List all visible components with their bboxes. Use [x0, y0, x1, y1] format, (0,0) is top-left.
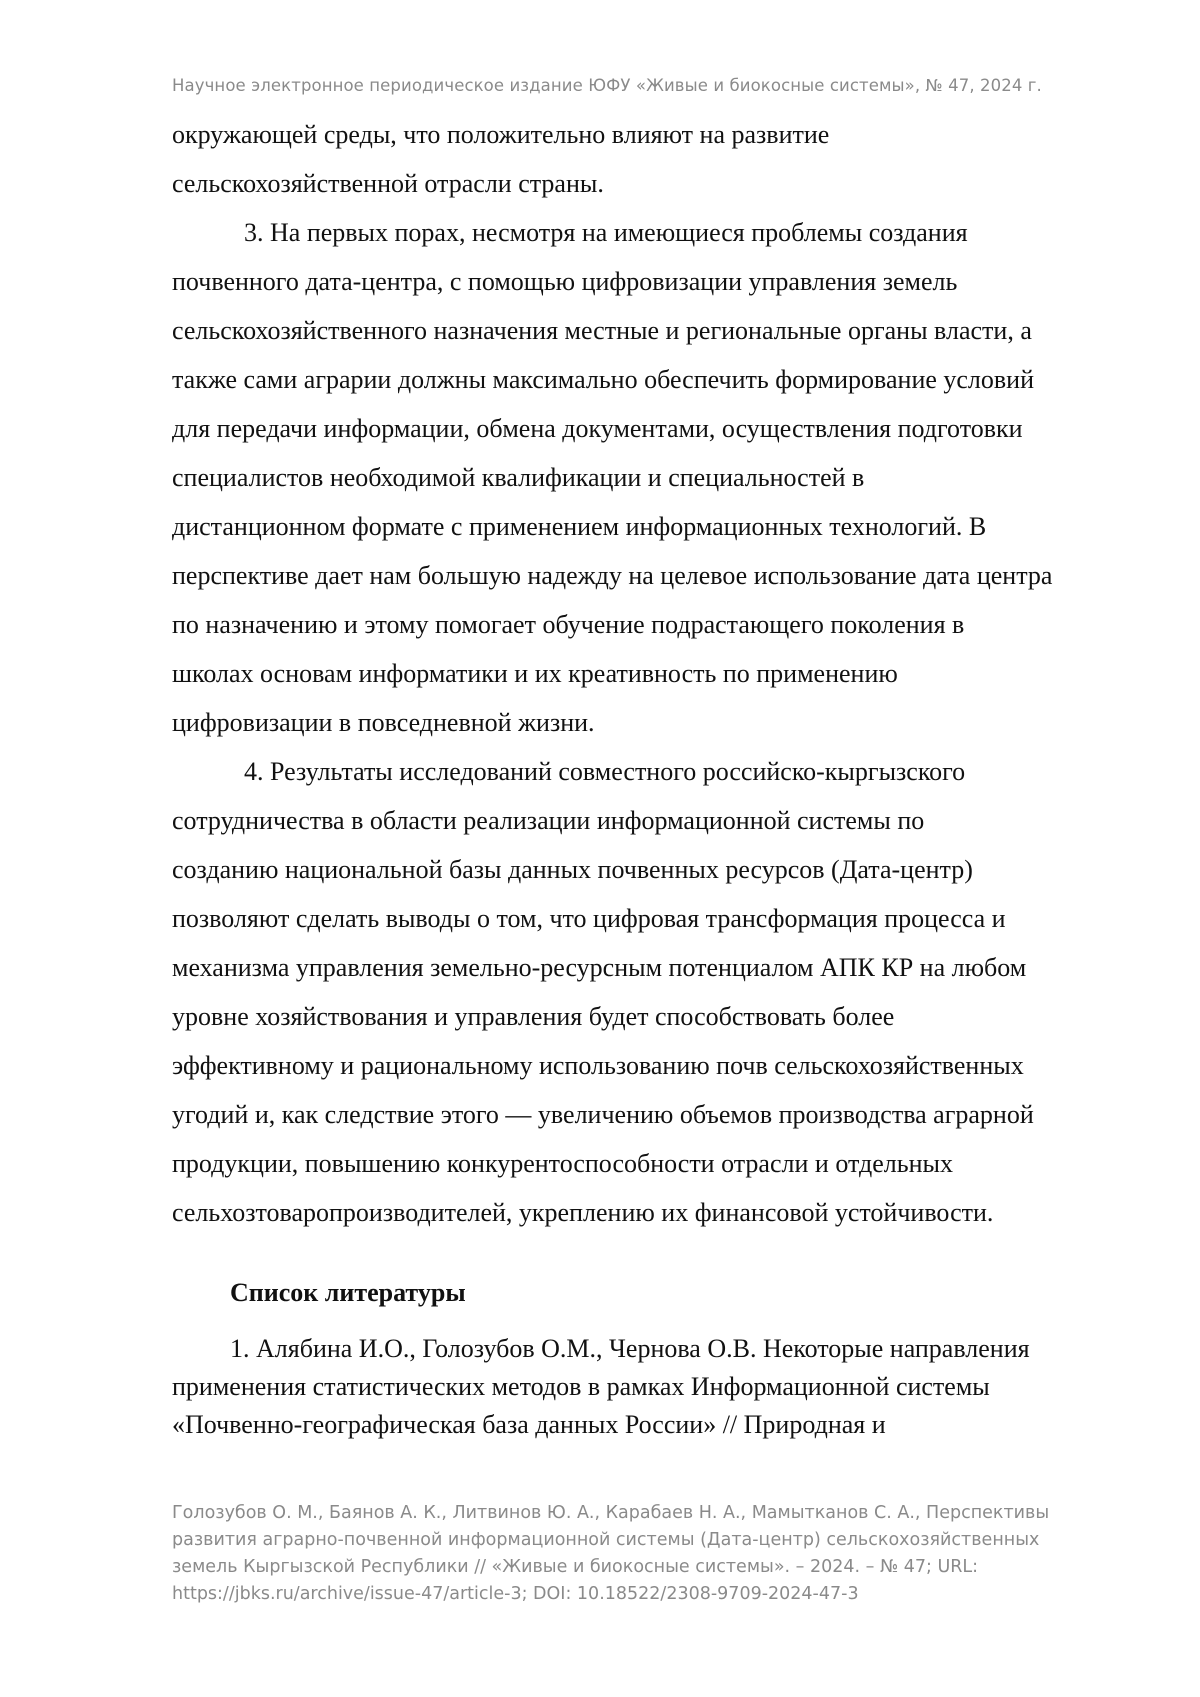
- reference-line: «Почвенно-географическая база данных России» // Природная и: [172, 1410, 886, 1439]
- body-line: позволяют сделать выводы о том, что цифровая трансформация процесса и: [172, 904, 1006, 933]
- references-list: [172, 1330, 1132, 1444]
- body-line: угодий и, как следствие этого — увеличению объемов производства аграрной: [172, 1100, 1034, 1129]
- paragraph-3-start: 3. На первых порах, несмотря на имеющиеся проблемы создания: [244, 218, 968, 247]
- body-line: механизма управления земельно-ресурсным потенциалом АПК КР на любом: [172, 953, 1027, 982]
- body-line: по назначению и этому помогает обучение подрастающего поколения в: [172, 610, 965, 639]
- body-line: дистанционном формате с применением информационных технологий. В: [172, 512, 987, 541]
- body-line: продукции, повышению конкурентоспособности отрасли и отдельных: [172, 1149, 953, 1178]
- body-text: [172, 110, 1132, 1237]
- body-line: школах основам информатики и их креативность по применению: [172, 659, 898, 688]
- reference-line: 1. Алябина И.О., Голозубов О.М., Чернова О.В. Некоторые направления: [230, 1334, 1030, 1363]
- footer-line: земель Кыргызской Республики // «Живые и биокосные системы». – 2024. – № 47; URL:: [172, 1557, 979, 1577]
- body-line: сельхозтоваропроизводителей, укреплению их финансовой устойчивости.: [172, 1198, 994, 1227]
- body-line: перспективе дает нам большую надежду на целевое использование дата центра: [172, 561, 1053, 590]
- paragraph-4-start: 4. Результаты исследований совместного российско-кыргызского: [244, 757, 966, 786]
- footer-line: Голозубов О. М., Баянов А. К., Литвинов Ю. А., Карабаев Н. А., Мамытканов С. А., Перспективы: [172, 1503, 1050, 1523]
- body-line: уровне хозяйствования и управления будет способствовать более: [172, 1002, 895, 1031]
- body-line: созданию национальной базы данных почвенных ресурсов (Дата-центр): [172, 855, 973, 884]
- footer-url-line: https://jbks.ru/archive/issue-47/article-3; DOI: 10.18522/2308-9709-2024-47-3: [172, 1584, 859, 1604]
- body-line: для передачи информации, обмена документами, осуществления подготовки: [172, 414, 1023, 443]
- footer-line: развития аграрно-почвенной информационной системы (Дата-центр) сельскохозяйственных: [172, 1530, 1040, 1550]
- references-title: Список литературы: [230, 1278, 466, 1307]
- body-line: сельскохозяйственной отрасли страны.: [172, 169, 604, 198]
- body-line: цифровизации в повседневной жизни.: [172, 708, 595, 737]
- body-line: сельскохозяйственного назначения местные и региональные органы власти, а: [172, 316, 1032, 345]
- body-line: почвенного дата-центра, с помощью цифровизации управления земель: [172, 267, 958, 296]
- body-line: сотрудничества в области реализации информационной системы по: [172, 806, 925, 835]
- citation-footer: [172, 1500, 1132, 1608]
- body-line: специалистов необходимой квалификации и специальностей в: [172, 463, 865, 492]
- body-line: окружающей среды, что положительно влияют на развитие: [172, 120, 830, 149]
- body-line: эффективному и рациональному использованию почв сельскохозяйственных: [172, 1051, 1024, 1080]
- reference-line: применения статистических методов в рамках Информационной системы: [172, 1372, 990, 1401]
- running-header: Научное электронное периодическое издание ЮФУ «Живые и биокосные системы», № 47, 2024 г.: [172, 76, 1042, 95]
- body-line: также сами аграрии должны максимально обеспечить формирование условий: [172, 365, 1035, 394]
